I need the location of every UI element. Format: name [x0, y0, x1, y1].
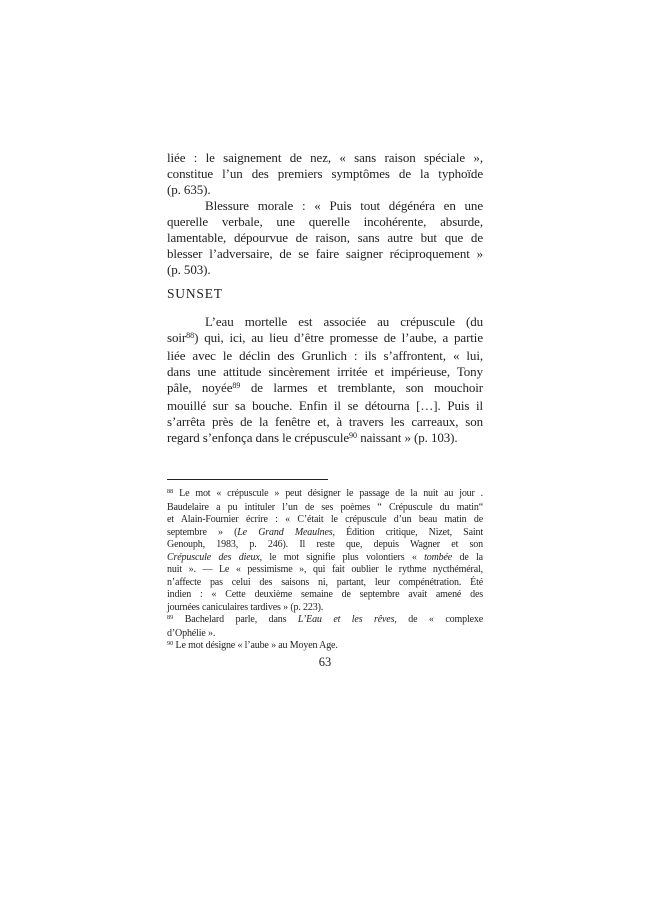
text-line: querelle verbale, une querelle incohérente, absurde, [167, 214, 483, 229]
text-line: dans une attitude sincèrement irritée et impérieuse, Tony [167, 364, 483, 379]
footnote-88 [167, 488, 483, 614]
paragraph-blessure-morale [167, 198, 483, 278]
body-paragraphs [167, 150, 483, 278]
text-line: nuit ». — Le « pessimisme », qui fait oublier le rythme nycthéméral, [167, 564, 483, 575]
text-line: pâle, noyée$^{89}$ de larmes et tremblante, son mouchoir [167, 380, 483, 395]
text-line: indien : « Cette deuxième semaine de septembre avait amené des [167, 589, 483, 600]
text-line: mouillé sur sa bouche. Enfin il se détourna […]. Puis il [167, 398, 483, 413]
footnotes-block [167, 488, 483, 654]
text-line: Genouph, 1983, p. 246). Il reste que, depuis Wagner et son [167, 539, 483, 550]
footnote-ref: 88 [186, 331, 195, 341]
text-line: septembre » (Le Grand Meaulnes, Édition critique, Nizet, Saint [167, 526, 483, 538]
italic-text: Le Grand Meaulnes [237, 526, 333, 538]
text-line: n’affecte pas celui des saisons ni, partant, leur compénétration. Été [167, 576, 483, 588]
footnote-ref: 89 [167, 614, 174, 622]
text-line: constitue l’un des premiers symptômes de la typhoïde [167, 166, 483, 181]
text-line: soir$^{88}$) qui, ici, au lieu d’être promesse de l’aube, a partie [167, 330, 483, 345]
text-line: L’eau mortelle est associée au crépuscule (du [205, 314, 483, 329]
footnote-90 [167, 640, 483, 654]
text-line: Blessure morale : « Puis tout dégénéra en une [205, 198, 483, 213]
text-line: (p. 503). [167, 262, 211, 277]
footnote-ref: 88 [167, 488, 174, 496]
italic-text: L’Eau et les rêves [297, 614, 395, 625]
italic-text: tombée [424, 551, 453, 563]
paragraph-eau-mortelle [167, 314, 483, 448]
text-line: liée avec le déclin des Grunlich : ils s’affrontent, « lui, [167, 348, 483, 363]
footnote-89 [167, 614, 483, 640]
text-line: (p. 635). [167, 182, 211, 197]
text-line: blesser l’adversaire, de se faire saigner réciproquement » [167, 246, 483, 261]
italic-text: Crépuscule des dieux [167, 551, 260, 563]
section-heading: SUNSET [167, 286, 223, 301]
footnote-ref: 90 [349, 431, 358, 441]
text-line: lamentable, dépourvue de raison, sans autre but que de [167, 230, 483, 245]
text-line: et Alain-Fournier écrire : « C’était le crépuscule d’un beau matin de [167, 514, 483, 525]
text-line: journées caniculaires tardives » (p. 223). [167, 601, 324, 613]
footnote-separator [167, 479, 328, 480]
main-text-column [167, 150, 483, 654]
text-line: Baudelaire a pu intituler l’un de ses poèmes “ Crépuscule du matin“ [167, 501, 483, 513]
text-line: d’Ophélie ». [167, 627, 216, 639]
text-line: liée : le saignement de nez, « sans raison spéciale », [167, 150, 483, 165]
sunset-paragraphs [167, 314, 483, 448]
paragraph-typhoide [167, 150, 483, 198]
footnote-ref: 89 [232, 381, 241, 391]
text-line: $^{89}$ Bachelard parle, dans L’Eau et les rêves, de « complexe [167, 614, 483, 625]
text-line: $^{90}$ Le mot désigne « l’aube » au Moyen Age. [167, 640, 338, 651]
footnote-ref: 90 [167, 640, 174, 648]
page-number: 63 [318, 655, 332, 669]
text-line: Crépuscule des dieux, le mot signifie plus volontiers « tombée de la [167, 551, 483, 563]
text-line: s’arrêta près de la fenêtre et, à travers les carreaux, son [167, 414, 483, 429]
text-line: regard s’enfonça dans le crépuscule$^{90}$ naissant » (p. 103). [167, 430, 458, 445]
text-line: $^{88}$ Le mot « crépuscule » peut désigner le passage de la nuit au jour . [167, 488, 483, 499]
